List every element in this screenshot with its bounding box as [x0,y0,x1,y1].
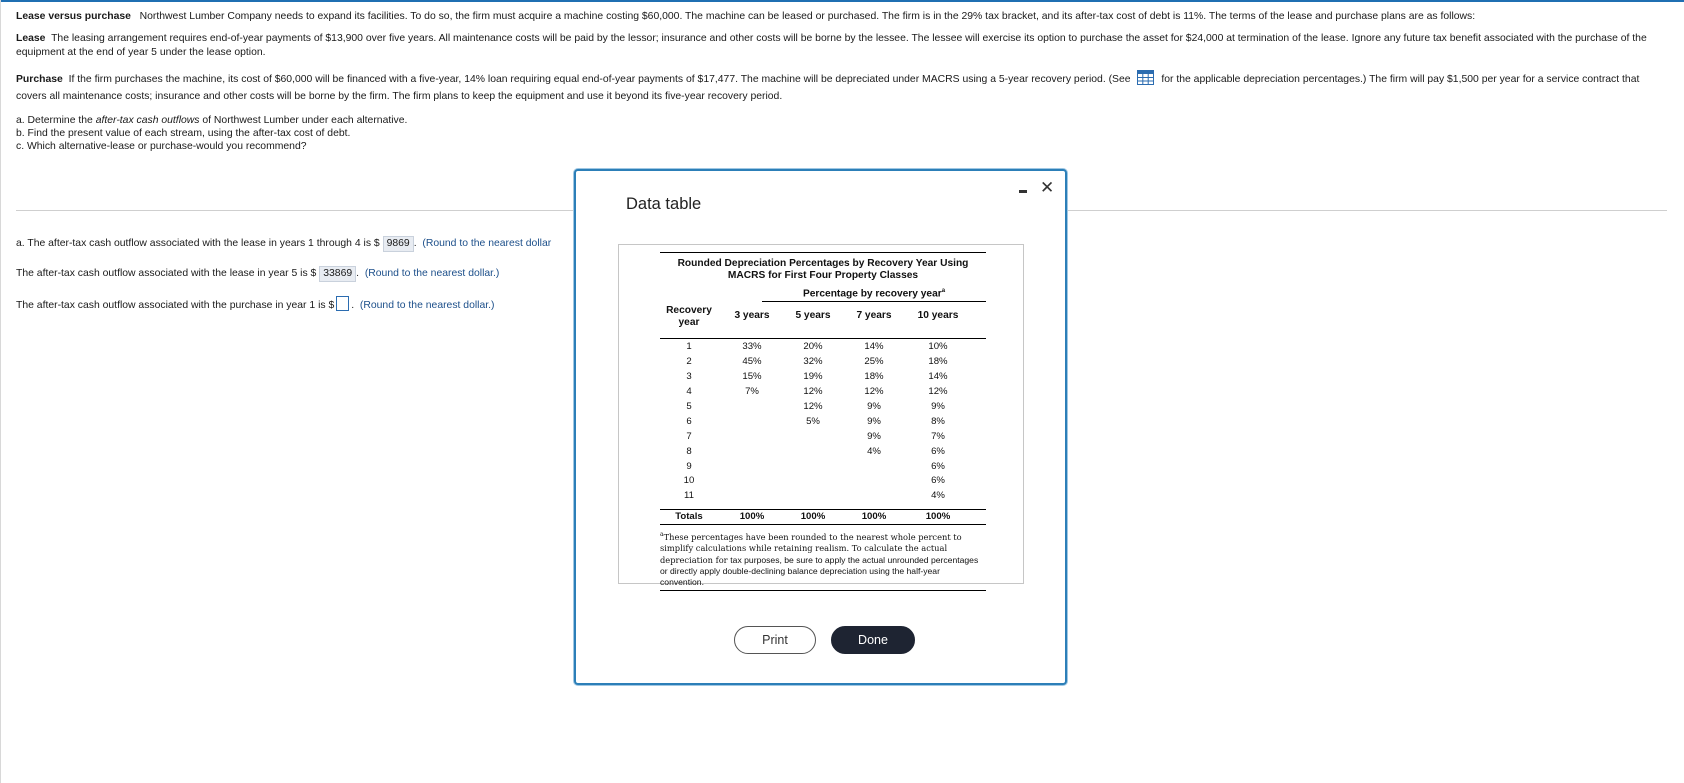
table-cell-y3: 15% [742,371,762,383]
question-b: b. Find the present value of each stream, using the after-tax cost of debt. [16,128,351,139]
table-cell-y7: 12% [864,386,884,398]
lease-text: The leasing arrangement requires end-of-year payments of $13,900 over five years. All maintenance costs will be paid by the lessor; insurance and other costs will be borne by the lessee. The lessee will exercise its option to purchase the asset for $24,000 at termination of the lease. Ignore any future tax benefit associated with the purchase of the equipment at the end of year 5 under the lease option. [16,33,1647,58]
left-edge-rule [0,0,1,783]
table-title [660,252,986,282]
table-cell-y10: 7% [931,430,945,442]
table-cell-y10: 8% [931,415,945,427]
col-header-5-years: 5 years [795,310,831,322]
col-header-10-years: 10 years [917,310,959,322]
question-c: c. Which alternative-lease or purchase-would you recommend? [16,141,307,152]
answer-row-2-hint: (Round to the nearest dollar.) [364,268,500,279]
answer-value-lease-year-5[interactable]: 33869 [319,266,356,282]
lease-terms [16,32,1656,60]
totals-5-years: 100% [800,511,826,523]
col-header-recovery-line-2: year [678,317,700,329]
table-cell-y10: 6% [931,445,945,457]
done-button[interactable]: Done [831,626,915,654]
table-cell-y5: 32% [803,356,823,368]
table-cell-year: 9 [686,460,692,472]
totals-7-years: 100% [861,511,887,523]
col-header-7-years: 7 years [856,310,892,322]
footnote-text-sans: tax purposes, be sure to apply the actual unrounded percentages or directly apply double-declining balance depreciation using the half-year convention. [660,554,979,587]
table-cell-year: 4 [686,386,692,398]
table-cell-year: 10 [683,475,695,487]
col-header-3-years: 3 years [734,310,770,322]
table-cell-y7: 9% [867,430,881,442]
footnote-mark: a [660,531,664,539]
answer-row-3-hint: (Round to the nearest dollar.) [359,300,495,311]
problem-intro [16,10,1656,24]
answer-row-2-label: The after-tax cash outflow associated with the lease in year 5 is $ [16,268,317,279]
purchase-text-before: If the firm purchases the machine, its cost of $60,000 will be financed with a five-year, 14% loan requiring equal end-of-year payments of $17,477. The machine will be depreciated under MACRS using a 5-year recovery period. (See [68,74,1131,85]
top-accent-bar [0,0,1684,2]
purchase-text-after: for the applicable depreciation percentages.) The firm will pay $1,500 per year for a service contract that covers all maintenance costs; insurance and other costs will be borne by the firm. The firm plans to keep the equipment and use it beyond its five-year recovery period. [16,74,1640,102]
answer-row-3-label: The after-tax cash outflow associated with the purchase in year 1 is $ [16,300,335,311]
table-cell-y10: 6% [931,460,945,472]
subheader-text: Percentage by recovery year [802,288,942,300]
table-cell-y10: 9% [931,400,945,412]
table-subheader [762,282,986,302]
question-a-suffix: of Northwest Lumber under each alternative. [202,115,408,126]
totals-10-years: 100% [925,511,951,523]
close-icon[interactable]: ✕ [1040,178,1055,197]
answer-value-lease-years-1-4[interactable]: 9869 [383,236,414,252]
minimize-icon[interactable] [1017,182,1031,196]
print-button[interactable]: Print [734,626,816,654]
table-cell-y7: 9% [867,400,881,412]
table-cell-y5: 19% [803,371,823,383]
question-a-emphasis: after-tax cash outflows [95,115,200,126]
table-cell-year: 1 [686,341,692,353]
table-cell-y3: 7% [745,386,759,398]
table-column-headers [660,302,986,339]
table-cell-y10: 6% [931,475,945,487]
question-a [16,114,1656,127]
answer-row-lease-years-1-4: a. The after-tax cash outflow associated with the lease in years 1 through 4 is $ 9869 . (Round to the nearest dollar [16,236,551,252]
problem-statement [16,10,1656,153]
table-cell-y10: 12% [928,386,948,398]
dialog-title: Data table [626,195,702,213]
table-cell-year: 2 [686,356,692,368]
col-header-recovery-line-1: Recovery [666,305,712,317]
totals-label: Totals [675,511,703,523]
purchase-terms [16,70,1656,104]
answer-row-1-label: a. The after-tax cash outflow associated with the lease in years 1 through 4 is $ [16,238,380,249]
totals-3-years: 100% [739,511,765,523]
depreciation-table [660,245,986,591]
table-footnote [660,525,986,591]
table-cell-y3: 45% [742,356,762,368]
table-cell-year: 6 [686,415,692,427]
intro-text: Northwest Lumber Company needs to expand its facilities. To do so, the firm must acquire a machine costing $60,000. The machine can be leased or purchased. The firm is in the 29% tax bracket, and its after-tax cost of debt is 11%. The terms of the lease and purchase plans are as follows: [139,11,1476,22]
table-cell-year: 5 [686,400,692,412]
table-cell-y5: 20% [803,341,823,353]
table-cell-year: 8 [686,445,692,457]
table-cell-year: 3 [686,371,692,383]
answer-row-lease-year-5: The after-tax cash outflow associated with the lease in year 5 is $ 33869 . (Round to the nearest dollar.) [16,266,499,282]
col-header-recovery-year [660,305,718,329]
table-totals-row [660,509,986,525]
table-grid-icon[interactable] [1137,70,1154,90]
table-cell-year: 7 [686,430,692,442]
table-title-line-2: MACRS for First Four Property Classes [727,270,919,281]
table-cell-y3: 33% [742,341,762,353]
table-cell-year: 11 [684,490,694,502]
table-cell-y7: 18% [864,371,884,383]
table-cell-y7: 14% [864,341,884,353]
table-cell-y7: 4% [867,445,881,457]
table-cell-y7: 9% [867,415,881,427]
purchase-title: Purchase [16,74,63,85]
table-cell-y5: 12% [803,400,823,412]
footnote-text-serif: These percentages have been rounded to the nearest whole percent to simplify calculations while retaining realism. To calculate the actual depreciation for [660,532,962,565]
answer-row-1-hint: (Round to the nearest dollar [422,238,552,249]
table-body [660,339,986,509]
table-cell-y10: 10% [928,341,948,353]
depreciation-table-frame [618,244,1024,587]
answer-row-purchase-year-1: The after-tax cash outflow associated with the purchase in year 1 is $ . (Round to the nearest dollar.) [16,296,495,311]
intro-title: Lease versus purchase [16,11,131,22]
table-title-line-1: Rounded Depreciation Percentages by Recovery Year Using [677,258,969,269]
question-a-prefix: a. Determine the [16,115,93,126]
data-table-dialog [574,169,1067,685]
table-cell-y10: 4% [931,490,945,502]
table-cell-y7: 25% [864,356,884,368]
table-cell-y5: 5% [806,415,820,427]
lease-title: Lease [16,33,46,44]
table-cell-y10: 18% [928,356,948,368]
subheader-footnote-mark: a [941,288,946,294]
table-cell-y5: 12% [803,386,823,398]
question-list [16,114,1656,153]
table-cell-y10: 14% [928,371,948,383]
answer-input-purchase-year-1[interactable] [336,296,349,311]
